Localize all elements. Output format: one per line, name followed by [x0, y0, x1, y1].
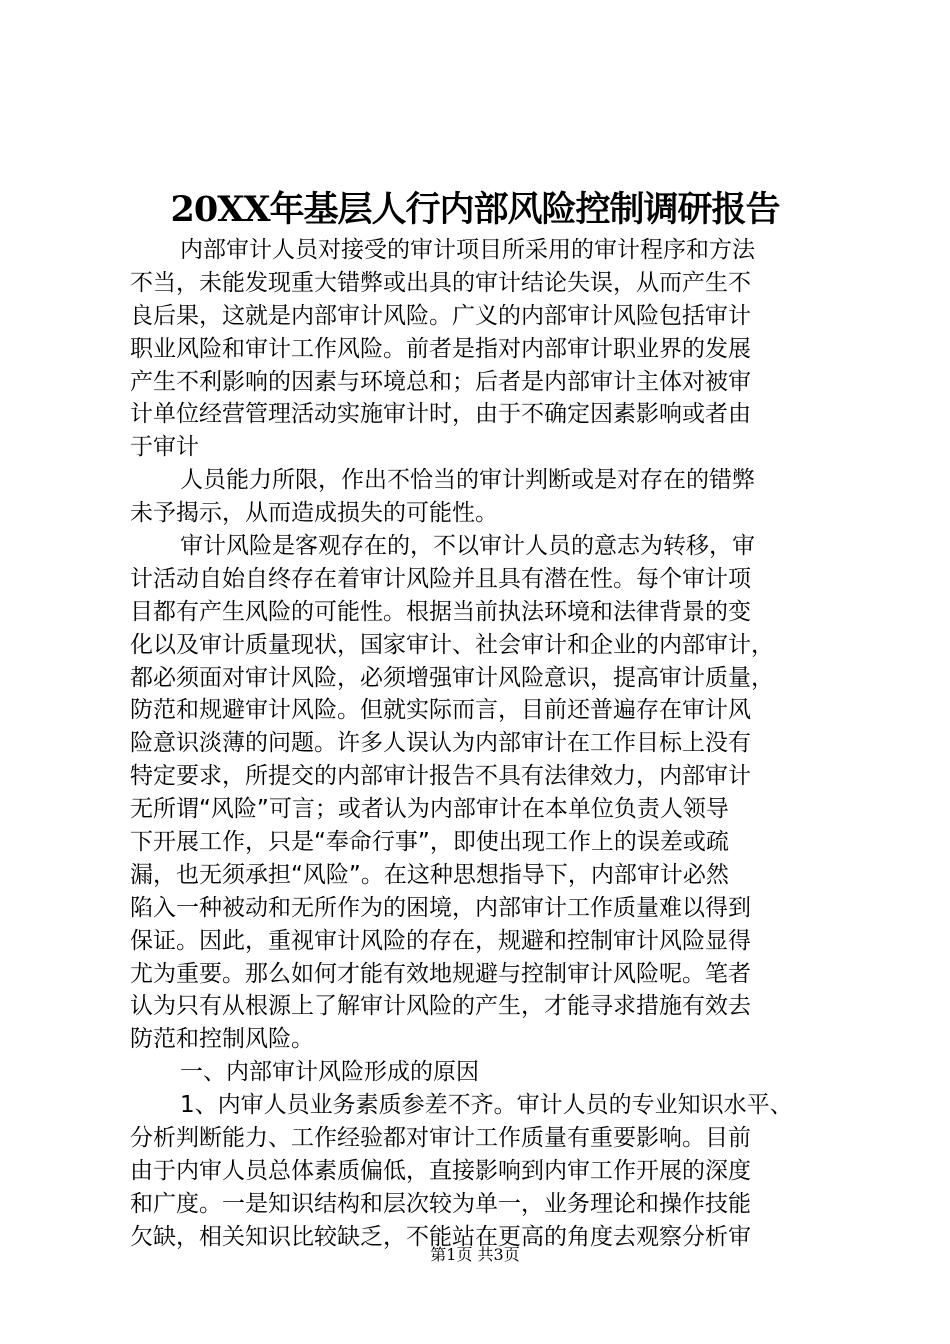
- text-line: 未予揭示，从而造成损失的可能性。: [130, 500, 498, 527]
- text-line: 下开展工作，只是“奉命行事”，即使出现工作上的误差或疏: [130, 829, 729, 856]
- text-line: 和广度。一是知识结构和层次较为单一，业务理论和操作技能: [130, 1190, 751, 1217]
- text-line: 目都有产生风险的可能性。根据当前执法环境和法律背景的变: [130, 598, 751, 625]
- text-line: 分析判断能力、工作经验都对审计工作质量有重要影响。目前: [130, 1125, 751, 1152]
- text-line: 防范和规避审计风险。但就实际而言，目前还普遍存在审计风: [130, 697, 751, 724]
- text-line: 陷入一种被动和无所作为的困境，内部审计工作质量难以得到: [130, 894, 751, 921]
- text-line: 化以及审计质量现状，国家审计、社会审计和企业的内部审计，: [130, 631, 774, 658]
- text-line: 保证。因此，重视审计风险的存在，规避和控制审计风险显得: [130, 927, 751, 954]
- text-line: 职业风险和审计工作风险。前者是指对内部审计职业界的发展: [130, 335, 751, 362]
- text-line: 内部审计人员对接受的审计项目所采用的审计程序和方法: [180, 237, 755, 263]
- document-body: [130, 234, 830, 1254]
- text-line: 由于内审人员总体素质偏低，直接影响到内审工作开展的深度: [130, 1157, 751, 1184]
- text-line: 防范和控制风险。: [130, 1026, 314, 1053]
- text-line: 1、内审人员业务素质参差不齐。审计人员的专业知识水平、: [180, 1092, 793, 1119]
- text-line: 特定要求，所提交的内部审计报告不具有法律效力，内部审计: [130, 763, 751, 790]
- text-line: 产生不利影响的因素与环境总和；后者是内部审计主体对被审: [130, 368, 751, 395]
- text-line: 无所谓“风险”可言；或者认为内部审计在本单位负责人领导: [130, 796, 729, 823]
- text-line: 都必须面对审计风险，必须增强审计风险意识，提高审计质量，: [130, 664, 774, 691]
- text-line: 漏，也无须承担“风险”。在这种思想指导下，内部审计必然: [130, 861, 729, 888]
- text-line: 认为只有从根源上了解审计风险的产生，才能寻求措施有效去: [130, 993, 751, 1020]
- page-footer: 第1页 共3页: [430, 1245, 520, 1264]
- document-title: 20XX年基层人行内部风险控制调研报告: [170, 189, 780, 230]
- text-line: 人员能力所限，作出不恰当的审计判断或是对存在的错弊: [180, 467, 755, 494]
- text-line: 欠缺，相关知识比较缺乏，不能站在更高的角度去观察分析审: [130, 1223, 751, 1250]
- text-line: 审计风险是客观存在的，不以审计人员的意志为转移，审: [180, 533, 755, 560]
- text-line: 险意识淡薄的问题。许多人误认为内部审计在工作目标上没有: [130, 730, 751, 757]
- text-line: 良后果，这就是内部审计风险。广义的内部审计风险包括审计: [130, 302, 751, 329]
- text-line: 尤为重要。那么如何才能有效地规避与控制审计风险呢。笔者: [130, 960, 751, 987]
- text-line: 计单位经营管理活动实施审计时，由于不确定因素影响或者由: [130, 401, 751, 428]
- text-line: 于审计: [130, 434, 199, 461]
- text-line: 不当，未能发现重大错弊或出具的审计结论失误，从而产生不: [130, 269, 751, 296]
- text-line: 一、内部审计风险形成的原因: [180, 1059, 479, 1086]
- text-line: 计活动自始自终存在着审计风险并且具有潜在性。每个审计项: [130, 565, 751, 592]
